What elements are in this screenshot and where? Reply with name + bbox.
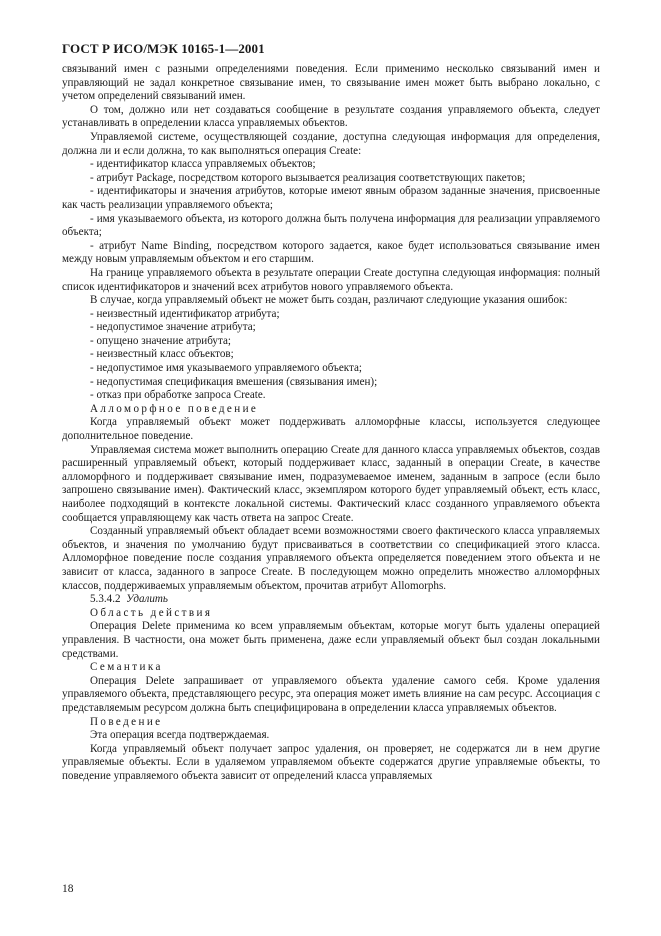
list-item: - идентификаторы и значения атрибутов, которые имеют явным образом заданные значения, присвоенные как часть реализации управляемого объекта; [62, 185, 600, 211]
list-item: - имя указываемого объекта, из которого должна быть получена информация для реализации управляемого объекта; [62, 212, 600, 239]
subheading-allomorphic-behaviour: Алломорфное поведение [90, 402, 259, 415]
list-item: - идентификатор класса управляемых объектов; [90, 158, 316, 171]
list-item: - атрибут Package, посредством которого вызывается реализация соответствующих пакетов; [90, 171, 526, 184]
document-header: ГОСТ Р ИСО/МЭК 10165-1—2001 [62, 41, 265, 56]
subheading-semantics: Семантика [90, 661, 163, 674]
list-item: - отказ при обработке запроса Create. [90, 389, 266, 402]
subheading-behaviour: Поведение [90, 715, 163, 728]
paragraph: О том, должно или нет создаваться сообщение в результате создания управляемого объекта, следует устанавливать в определении класса управляемых объектов. [62, 103, 600, 130]
subheading-scope: Область действия [90, 606, 213, 619]
paragraph: Операция Delete применима ко всем управляемым объектам, которые могут быть удалены операцией управления. В частности, она может быть применена, даже если управляемый объект был создан локальными средствами. [62, 620, 600, 660]
paragraph: Когда управляемый объект может поддерживать алломорфные классы, используется следующее дополнительное поведение. [62, 416, 600, 443]
list-item: - неизвестный идентификатор атрибута; [90, 307, 280, 320]
list-item: - атрибут Name Binding, посредством которого задается, какое будет использоваться связывание имен между новым управляемым объектом и его старшим. [62, 239, 600, 266]
paragraph: Управляемой системе, осуществляющей создание, доступна следующая информация для определения, должна ли и если должна, то как выполняться операция Create: [62, 130, 600, 157]
paragraph: В случае, когда управляемый объект не может быть создан, различают следующие указания ошибок: [90, 294, 568, 307]
paragraph: Операция Delete запрашивает от управляемого объекта удаление самого себя. Кроме удаления управляемого объекта, представляющего ресурс, эта операция может иметь влияние на сам ресурс. Ассоциация с представляемым ресурсом должна быть специфицирована в определении класса управляемых объектов. [62, 674, 600, 714]
paragraph: Эта операция всегда подтверждаемая. [90, 729, 270, 742]
list-item: - недопустимое имя указываемого управляемого объекта; [90, 362, 363, 375]
list-item: - недопустимая спецификация вмешения (связывания имен); [90, 375, 378, 388]
list-item: - опущено значение атрибута; [90, 334, 231, 347]
list-item: - неизвестный класс объектов; [90, 348, 234, 361]
page-number: 18 [62, 883, 74, 895]
section-number: 5.3.4.2 [90, 593, 121, 606]
paragraph: Созданный управляемый объект обладает всеми возможностями своего фактического класса управляемых объектов, и значения по умолчанию будут присваиваться в соответствии со спецификацией этого класса. Алломорфное поведение после создания управляемого объекта определяется поведением этого объекта и не зависит от класса, заданного в запросе Create. В последующем можно определить множество алломорфных классов, поддерживаемых управляемым объектом, прочитав атрибут Allomorphs. [62, 525, 600, 592]
paragraph: связываний имен с разными определениями поведения. Если применимо несколько связываний имен и управляющий не задал конкретное связывание имен, то связывание имен может быть выбрано локально, с учетом определений связываний имен. [62, 63, 600, 103]
paragraph: Управляемая система может выполнить операцию Create для данного класса управляемых объектов, создав расширенный управляемый объект, который поддерживает класс, заданный в операции Create, в качестве алломорфного и поддерживает связывание имен, подразумеваемое именем, заданным в запросе (если было запрошено связывание имен). Фактический класс, экземпляром которого будет управляемый объект, есть класс, наиболее подходящий в контексте локальной системы. Фактический класс созданного управляемого объекта сообщается управляющему как часть ответа на запрос Create. [62, 443, 600, 524]
paragraph: На границе управляемого объекта в результате операции Create доступна следующая информация: полный список идентификаторов и значений всех атрибутов нового управляемого объекта. [62, 266, 601, 293]
section-title: Удалить [126, 593, 168, 606]
paragraph: Когда управляемый объект получает запрос удаления, он проверяет, не содержатся ли в нем другие управляемые объекты. Если в удаляемом управляемом объекте содержатся другие управляемые объекты, то поведение управляемого объекта зависит от определений класса управляемых [62, 742, 600, 782]
list-item: - недопустимое значение атрибута; [90, 321, 256, 334]
document-body [62, 63, 600, 783]
section-heading [62, 593, 600, 607]
